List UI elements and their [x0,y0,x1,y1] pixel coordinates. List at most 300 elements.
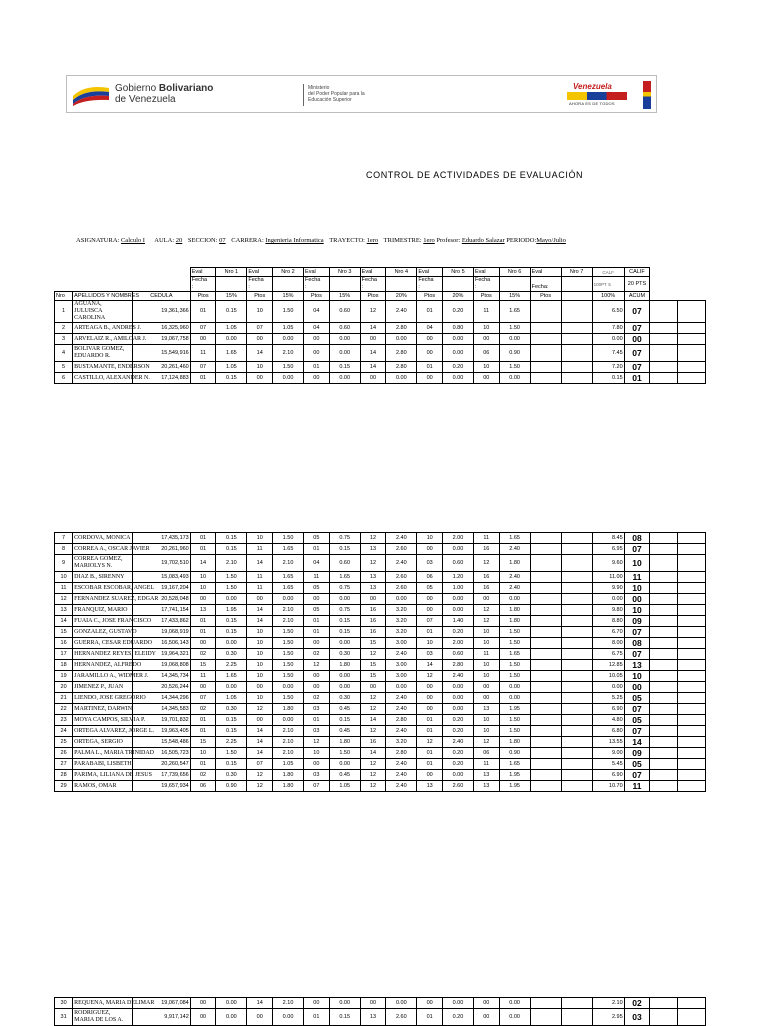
eval-points: 00 [417,682,443,693]
empty-cell [678,572,706,583]
eval-weighted: 0.00 [499,998,530,1009]
student-cedula: 19,067,758 [133,334,191,345]
row-number: 17 [55,649,73,660]
eval-weighted: 0.00 [442,605,473,616]
final-grade: 10 [624,605,650,616]
ptos-header: Ptos [473,292,499,301]
eval-points: 02 [190,649,216,660]
eval-points: 00 [304,345,330,362]
eval-weighted: 0.00 [329,373,360,384]
eval-weighted: 1.65 [273,583,304,594]
student-name: GONZALEZ, GUSTAVO [73,627,133,638]
empty-eval-cell [561,781,592,792]
eval-weighted: 2.10 [273,345,304,362]
eval-weighted: 2.40 [386,704,417,715]
eval-points: 14 [360,748,386,759]
row-number: 19 [55,671,73,682]
eval-points: 01 [417,748,443,759]
row-number: 5 [55,362,73,373]
empty-cell [678,682,706,693]
eval-points: 16 [473,583,499,594]
periodo-label: PERIODO: [506,237,537,244]
eval-points: 01 [417,726,443,737]
row-number: 25 [55,737,73,748]
student-cedula: 17,433,862 [133,616,191,627]
total-100: 9.90 [592,583,624,594]
eval-points: 00 [360,998,386,1009]
eval-points: 00 [304,998,330,1009]
empty-eval-cell [530,998,561,1009]
fecha-label [360,277,386,292]
student-name: FUAIA C., JOSE FRANCISCO [73,616,133,627]
empty-eval-cell [530,627,561,638]
eval-points: 10 [473,671,499,682]
header-row-3 [55,292,706,301]
eval-weighted: 2.40 [499,544,530,555]
eval-points: 16 [360,616,386,627]
eval-points: 15 [360,638,386,649]
final-grade: 05 [624,759,650,770]
fecha-text: Fecha [305,277,321,283]
empty-cell [650,583,678,594]
eval-weighted: 2.80 [386,362,417,373]
eval-weighted: 0.00 [386,334,417,345]
empty-cell [678,605,706,616]
blank-cell [650,277,678,292]
empty-cell [678,693,706,704]
eval-points: 01 [304,627,330,638]
eval-points: 10 [473,638,499,649]
eval-weighted: 0.15 [216,373,247,384]
eval-points: 16 [360,627,386,638]
row-number: 7 [55,533,73,544]
eval-points: 01 [190,373,216,384]
header-banner [66,75,657,113]
eval-weighted: 0.00 [386,594,417,605]
student-cedula: 19,068,808 [133,660,191,671]
eval-points: 10 [247,301,273,323]
document-title: CONTROL DE ACTIVIDADES DE EVALUACIÓN [366,170,584,180]
eval-weighted: 0.00 [216,594,247,605]
empty-cell [678,334,706,345]
blank-cell [650,268,678,277]
eval-points: 00 [417,345,443,362]
eval-weighted: 2.10 [273,726,304,737]
student-cedula: 14,345,734 [133,671,191,682]
eval-points: 00 [247,1009,273,1026]
student-name: AGUANA, JULUISCA CAROLINA [73,301,133,323]
eval-weighted: 0.00 [329,638,360,649]
eval-weighted: 0.90 [499,748,530,759]
empty-eval-cell [561,715,592,726]
student-name: GUERRA, CESAR EDUARDO [73,638,133,649]
eval-weighted: 0.15 [329,715,360,726]
eval-points: 07 [190,362,216,373]
final-grade: 05 [624,693,650,704]
student-row [55,301,706,323]
fecha-label [190,277,216,292]
empty-eval-cell [561,533,592,544]
eval-points: 10 [473,715,499,726]
fecha-text: Fecha [418,277,434,283]
eval-weighted: 1.50 [273,301,304,323]
eval-number-label: Nro 7 [561,268,592,277]
eval-weighted: 2.40 [386,301,417,323]
fecha-colon-text: Fecha: [531,284,549,290]
eval-weighted: 2.40 [386,759,417,770]
row-number: 14 [55,616,73,627]
profesor-value: Eduardo Salazar [461,237,505,244]
eval-points: 10 [304,748,330,759]
eval-points: 04 [304,555,330,572]
empty-eval-cell [530,770,561,781]
row-number: 6 [55,373,73,384]
eval-weighted: 0.15 [216,627,247,638]
final-grade: 10 [624,671,650,682]
student-cedula: 17,124,883 [133,373,191,384]
eval-points: 12 [247,781,273,792]
eval-points: 12 [360,726,386,737]
eval-weighted: 1.65 [499,301,530,323]
eval-points: 00 [304,638,330,649]
fecha-text: Fecha [361,277,377,283]
student-name: CORREA A., OSCAR JAVIER [73,544,133,555]
final-grade: 07 [624,362,650,373]
eval-weighted: 0.15 [216,616,247,627]
eval-points: 00 [417,998,443,1009]
eval-points: 10 [247,671,273,682]
eval-points: 00 [417,334,443,345]
eval-points: 10 [473,726,499,737]
final-grade: 05 [624,715,650,726]
final-grade: 07 [624,301,650,323]
empty-cell [678,770,706,781]
empty-cell [678,544,706,555]
eval-weighted: 3.20 [386,627,417,638]
eval-weighted: 0.00 [499,373,530,384]
student-name: RAMOS, OMAR [73,781,133,792]
eval-points: 07 [247,759,273,770]
student-row [55,781,706,792]
ptos-header: Ptos [190,292,216,301]
eval-points: 02 [304,649,330,660]
empty-eval-cell [530,301,561,323]
empty-eval-cell [530,638,561,649]
student-row [55,998,706,1009]
eval-weighted: 2.10 [273,748,304,759]
eval-points: 07 [190,693,216,704]
eval-points: 01 [304,1009,330,1026]
student-row [55,362,706,373]
eval-points: 14 [417,660,443,671]
cedula-header: CEDULA [133,292,191,301]
eval-weighted: 2.40 [499,583,530,594]
eval-points: 03 [417,649,443,660]
eval-weighted: 0.00 [273,373,304,384]
eval-points: 00 [417,544,443,555]
empty-cell [650,781,678,792]
final-grade: 02 [624,998,650,1009]
empty-eval-cell [530,671,561,682]
empty-eval-cell [530,583,561,594]
eval-weighted: 1.20 [442,572,473,583]
eval-points: 15 [360,671,386,682]
blank-cell [273,277,304,292]
eval-points: 10 [247,362,273,373]
eval-weighted: 0.00 [499,682,530,693]
trimestre-value: 1ero [423,237,435,244]
eval-points: 00 [247,715,273,726]
eval-points: 03 [304,726,330,737]
empty-cell [678,737,706,748]
eval-points: 12 [360,781,386,792]
percent-header: 20% [386,292,417,301]
student-name: DIAZ B., SIRENNY [73,572,133,583]
eval-weighted: 3.20 [386,605,417,616]
total-100: 5.25 [592,693,624,704]
eval-weighted: 1.80 [329,737,360,748]
eval-points: 11 [247,583,273,594]
eval-points: 00 [304,759,330,770]
row-number: 27 [55,759,73,770]
empty-cell [678,759,706,770]
eval-weighted: 2.60 [442,781,473,792]
blank-cell [678,292,706,301]
empty-eval-cell [530,544,561,555]
calif-label: CALIF [624,268,650,277]
eval-weighted: 1.05 [273,323,304,334]
eval-points: 10 [190,572,216,583]
empty-eval-cell [561,616,592,627]
eval-points: 16 [360,737,386,748]
empty-cell [678,345,706,362]
empty-eval-cell [561,704,592,715]
eval-weighted: 1.05 [216,323,247,334]
eval-points: 12 [473,605,499,616]
eval-weighted: 1.95 [499,704,530,715]
eval-weighted: 0.00 [386,682,417,693]
eval-weighted: 0.00 [273,1009,304,1026]
eval-points: 00 [473,1009,499,1026]
empty-cell [650,605,678,616]
final-grade: 07 [624,627,650,638]
eval-weighted: 2.25 [216,737,247,748]
eval-points: 12 [304,737,330,748]
empty-cell [678,533,706,544]
eval-points: 03 [417,555,443,572]
eval-weighted: 2.10 [273,616,304,627]
total-100: 0.00 [592,682,624,693]
eval-points: 16 [473,544,499,555]
student-row [55,555,706,572]
eval-weighted: 0.00 [273,715,304,726]
eval-weighted: 2.40 [386,555,417,572]
student-name: CORREA GOMEZ, MARIOLYS N. [73,555,133,572]
eval-points: 15 [360,660,386,671]
eval-weighted: 0.30 [216,649,247,660]
empty-cell [678,649,706,660]
eval-points: 10 [190,748,216,759]
student-name: CORDOVA, MONICA [73,533,133,544]
total-100: 13.55 [592,737,624,748]
empty-eval-cell [530,373,561,384]
final-grade: 13 [624,660,650,671]
empty-eval-cell [530,759,561,770]
eval-weighted: 0.15 [329,1009,360,1026]
empty-cell [650,638,678,649]
fecha-text: Fecha [474,277,491,283]
eval-weighted: 2.80 [386,323,417,334]
final-grade: 14 [624,737,650,748]
evaluation-table-block-1 [54,267,706,384]
empty-eval-cell [561,660,592,671]
eval-weighted: 1.65 [499,649,530,660]
eval-label: Eval [304,268,330,277]
eval-points: 00 [304,682,330,693]
eval-points: 12 [360,770,386,781]
eval-weighted: 1.80 [499,616,530,627]
eval-points: 16 [473,572,499,583]
row-number: 20 [55,682,73,693]
eval-weighted: 1.95 [216,605,247,616]
eval-points: 01 [190,616,216,627]
empty-eval-cell [530,345,561,362]
total-100: 6.90 [592,770,624,781]
empty-cell [678,748,706,759]
total-100: 6.95 [592,544,624,555]
eval-weighted: 3.00 [386,638,417,649]
empty-eval-cell [561,323,592,334]
eval-weighted: 0.00 [442,704,473,715]
empty-cell [650,301,678,323]
empty-eval-cell [561,726,592,737]
student-cedula: 19,964,321 [133,649,191,660]
eval-weighted: 1.50 [499,726,530,737]
empty-cell [650,660,678,671]
eval-weighted: 0.60 [329,323,360,334]
empty-eval-cell [561,555,592,572]
eval-points: 00 [247,682,273,693]
eval-weighted: 1.40 [442,616,473,627]
eval-weighted: 3.20 [386,737,417,748]
ptos-header: Ptos [360,292,386,301]
student-cedula: 15,083,493 [133,572,191,583]
empty-cell [678,704,706,715]
eval-label: Eval [473,268,499,277]
fecha-colon: : [361,284,364,290]
eval-weighted: 0.00 [442,770,473,781]
eval-weighted: 3.00 [386,671,417,682]
student-row [55,660,706,671]
blank-cell [329,277,360,292]
final-grade: 10 [624,583,650,594]
eval-points: 12 [473,616,499,627]
aula-label: AULA: [154,237,175,244]
empty-cell [650,671,678,682]
student-row [55,373,706,384]
eval-points: 12 [360,533,386,544]
eval-weighted: 0.20 [442,362,473,373]
eval-weighted: 2.40 [386,770,417,781]
empty-cell [650,748,678,759]
eval-points: 01 [417,715,443,726]
row-number: 18 [55,660,73,671]
total-100: 6.50 [592,301,624,323]
eval-points: 01 [304,362,330,373]
total-100: 6.70 [592,627,624,638]
asignatura-value: Calculo I [120,237,145,244]
eval-points: 00 [360,682,386,693]
eval-points: 13 [360,544,386,555]
row-number: 22 [55,704,73,715]
header-divider [303,84,304,106]
seccion-value: 07 [219,237,226,244]
eval-weighted: 0.45 [329,770,360,781]
eval-points: 10 [247,533,273,544]
empty-cell [678,362,706,373]
empty-cell [650,770,678,781]
venezuela-brand-logo [567,82,629,108]
empty-cell [650,759,678,770]
eval-weighted: 0.90 [499,345,530,362]
eval-weighted: 0.15 [216,533,247,544]
student-cedula: 19,167,204 [133,583,191,594]
eval-weighted: 0.15 [216,759,247,770]
eval-weighted: 1.80 [329,660,360,671]
eval-weighted: 1.50 [499,362,530,373]
eval-points: 07 [247,323,273,334]
eval-weighted: 0.00 [329,682,360,693]
empty-cell [678,726,706,737]
eval-points: 00 [247,334,273,345]
carrera-value: Ingenieria Informatica [265,237,324,244]
gob-word: Gobierno [115,83,157,94]
eval-weighted: 0.00 [442,998,473,1009]
empty-cell [678,715,706,726]
eval-weighted: 2.80 [442,660,473,671]
blank-cell [55,268,73,277]
eval-weighted: 0.00 [273,334,304,345]
eval-weighted: 2.40 [386,649,417,660]
blank-cell [442,277,473,292]
student-name: FRANQUIZ, MARIO [73,605,133,616]
fecha-colon: : [248,284,250,290]
student-name: ARVELAIZ R., AMILCAR J. [73,334,133,345]
eval-number-label: Nro 4 [386,268,417,277]
student-row [55,544,706,555]
eval-weighted: 1.80 [273,770,304,781]
empty-eval-cell [561,998,592,1009]
eval-points: 00 [190,334,216,345]
eval-weighted: 1.05 [273,759,304,770]
eval-weighted: 1.80 [499,555,530,572]
student-row [55,1009,706,1026]
student-row [55,323,706,334]
fecha-colon: : [305,284,307,290]
eval-points: 12 [417,671,443,682]
eval-weighted: 0.00 [273,594,304,605]
blank-cell [499,277,530,292]
eval-points: 12 [247,770,273,781]
eval-weighted: 0.00 [442,345,473,362]
blank-cell [73,268,133,277]
eval-points: 01 [190,759,216,770]
final-grade: 00 [624,594,650,605]
eval-weighted: 1.80 [499,605,530,616]
header-row-2 [55,277,706,292]
student-row [55,616,706,627]
eval-points: 13 [360,1009,386,1026]
